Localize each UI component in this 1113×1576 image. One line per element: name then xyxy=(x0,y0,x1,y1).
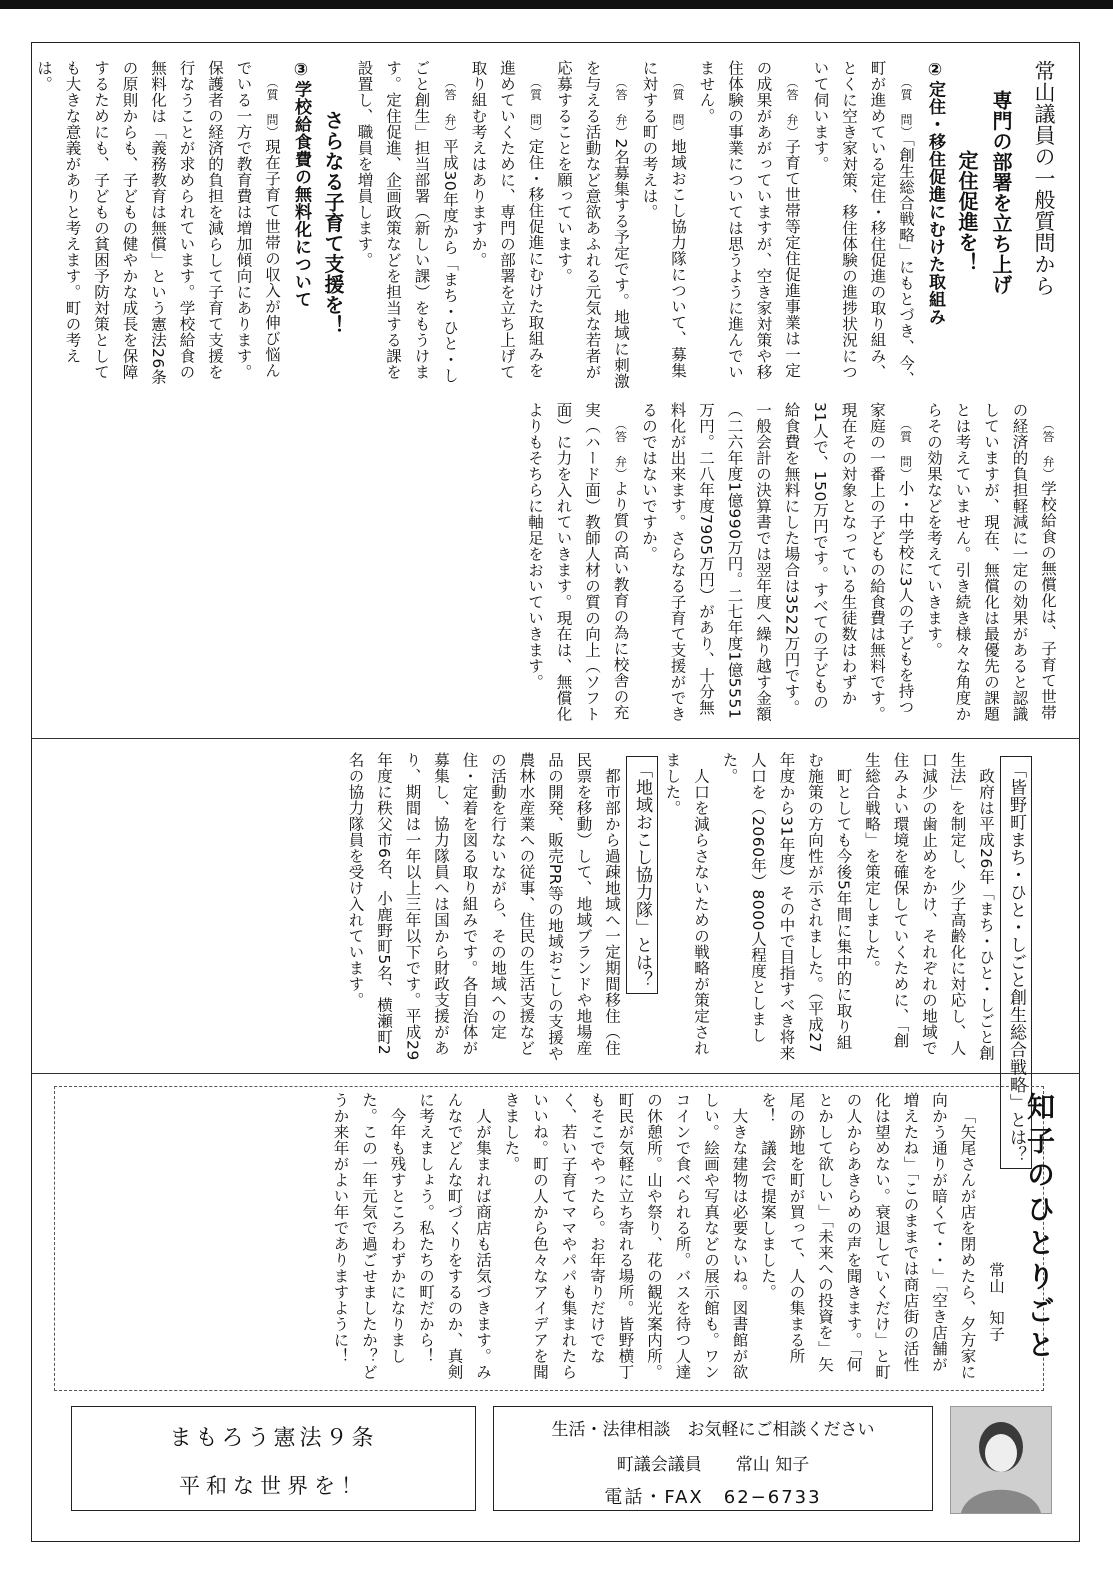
item2-heading: ②定住・移住促進にむけた取組み xyxy=(925,60,945,326)
question-5: 小・中学校に3人の子どもを持つ家庭の一番上の子どもの給食費は無料です。現在その対象となっている生徒数はわずか31人で、150万円です。すべての子どもの給食費を無料にした場合は3522万円です。一般会計の決算書では翌年度へ繰り越す金額（二六年度1億990万円。二七年度1億5551万円。二八年度7905万円）があり、十分無料化が出来ます。さらなる子育て支援ができるのではないですか。 xyxy=(640,402,915,722)
answer-3: 平成30年度から「まち・ひと・しごと創生」担当部署（新しい課）をもうけます。定住促進、企画政策などを担当する課を設置し、職員を増員します。 xyxy=(355,60,459,383)
column-paragraph: 人が集まれば商店も活気づきます。みんなでどんな町づくりをするのか、真剣に考えましょう。私たちの町だから！ xyxy=(417,1092,492,1380)
box-title-sousei: 「皆野町まち・ひと・しごと創生総合戦略」とは？ xyxy=(1000,756,1032,1169)
question-tag: （質 問） xyxy=(265,75,279,138)
column-author: 常山 知子 xyxy=(987,1262,1005,1342)
section1-left xyxy=(52,402,1062,724)
consultation-phone: 電話・FAX 62−6733 xyxy=(604,1487,822,1508)
sousei-paragraph-2: 町としても今後5年間に集中的に取り組む施策の方向性が示されました。（平成27年度から31年度）その中で目指すべき将来人口を（2060年）8000人程度としました。 xyxy=(720,752,853,1061)
answer-5: より質の高い教育の為に校舎の充実（ハード面）教師人材の質の向上（ソフト面）に力を入れていきます。現在は、無償化よりもそちらに軸足をおいていきます。 xyxy=(526,402,630,722)
consultation-line2: 町議会議員 常山 知子 xyxy=(616,1455,810,1475)
answer-tag: （答 弁） xyxy=(785,75,799,138)
box-title-kyoryokutai: 「地域おこし協力隊」とは？ xyxy=(626,756,658,994)
article-title-1: 専門の部署を立ち上げ xyxy=(989,90,1013,295)
constitution-line2: 平和な世界を！ xyxy=(179,1474,368,1498)
article-title-2: 定住促進を！ xyxy=(955,150,979,273)
section2 xyxy=(92,752,1032,1164)
question-tag: （質 問） xyxy=(899,75,913,138)
article-title-3: さらなる子育て支援を！ xyxy=(321,110,345,336)
answer-tag: （答 弁） xyxy=(443,75,457,138)
answer-4: 学校給食の無償化は、子育て世帯の経済的負担軽減に一定の効果があると認識していますが、現在、無償化は最優先の課題とは考えていません。引き続き様々な角度からその効果などを考えていきます。 xyxy=(925,402,1057,722)
consultation-box xyxy=(493,1406,933,1511)
answer-2: 2名募集する予定です。地域に刺激を与える活動など意欲あふれる元気な若者が応募することを願っています。 xyxy=(555,60,630,389)
constitution-box xyxy=(71,1406,476,1511)
question-4: 現在子育て世帯の収入が伸び悩んでいる一方で教育費は増加傾向にあります。保護者の経済的負担を減らして子育て支援を行なうことが求められています。学校給食の無料化は「義務教育は無償」という憲法26条の原則からも、子どもの健やかな成長を保障するためにも、子どもの貧困予防対策としても大きな意義がありと考えます。町の考えは。 xyxy=(35,60,281,385)
column-title: 知子のひとりごと xyxy=(1023,1092,1056,1364)
section1-right xyxy=(35,60,1062,390)
question-tag: （質 問） xyxy=(671,75,685,138)
question-2: 地域おこし協力隊について、募集に対する町の考えは。 xyxy=(640,60,687,378)
question-tag: （質 問） xyxy=(898,417,913,480)
divider-2 xyxy=(31,1073,1080,1074)
answer-tag: （答 弁） xyxy=(613,417,628,480)
answer-tag: （答 弁） xyxy=(614,75,628,138)
answer-tag: （答 弁） xyxy=(1041,417,1055,480)
consultation-line1: 生活・法律相談 お気軽にご相談ください xyxy=(551,1420,875,1440)
column-paragraph: 大きな建物は必要ないね。図書館が欲しい。絵画や写真などの展示館も。ワンコインで食べられる所。バスを待つ人達の休憩所。山や祭り、花の観光案内所。町民が気軽に立ち寄れる場所。皆野横丁もそこでやったら。お年寄りだけでなく、若い子育てママやパパも集まれたらいいね。町の人から色々なアイデアを聞きました。 xyxy=(502,1092,749,1380)
question-1: 「創生総合戦略」にもとづき、今、町が進めている定住・移住促進の取り組み、とくに空き家対策、移住体験の進捗状況について伺います。 xyxy=(811,60,915,387)
constitution-line1: まもろう憲法９条 xyxy=(169,1426,378,1451)
councilor-portrait xyxy=(950,1406,1052,1514)
question-tag: （質 問） xyxy=(528,75,543,138)
kyoryokutai-paragraph: 都市部から過疎地域へ一定期間移住（住民票を移動）して、地域ブランドや地場産品の開発、販売PR等の地域おこしの支援や農林水産業への従事、住民の生活支援などの活動を行ないながら、その地域への定住・定着を図る取り組みです。各自治体が募集し、協力隊員へは国から財政支援があり、期間は一年以上三年以下です。平成29年度に秩父市6名、小鹿野町5名、横瀬町2名の協力隊員を受け入れています。 xyxy=(346,752,621,1062)
portrait-image xyxy=(951,1407,1051,1513)
sousei-paragraph-3: 人口を減らさないための戦略が策定されました。 xyxy=(663,752,710,1056)
divider-1 xyxy=(31,738,1080,739)
section-heading: 常山議員の一般質問から xyxy=(1032,60,1056,297)
column-paragraph: 今年も残すところわずかになりました。この一年元気で過ごせましたか？どうか来年がよい年でありますように！ xyxy=(331,1092,407,1380)
sousei-paragraph-1: 政府は平成26年「まち・ひと・しごと創生法」を制定し、少子高齢化に対応し、人口減少の歯止めをかけ、それぞれの地域で住みよい環境を確保していくために、「創生総合戦略」を策定しました。 xyxy=(863,752,995,1061)
question-3: 定住・移住促進にむけた取組みを進めていくために、専門の部署を立ち上げて取り組む考えはありますか。 xyxy=(469,60,545,380)
item3-heading: ③学校給食費の無料化について xyxy=(291,60,311,308)
column-paragraph: 「矢尾さんが店を閉めたら、夕方家に向かう通りが暗くて・・」「空き店舗が増えたね」「このままでは商店街の活性化は望めない。衰退していくだけ」と町の人からあきらめの声を聞きます。「何とかして欲しい」「未来への投資を」矢尾の跡地を町が買って、人の集まる所を！ 議会で提案しました。 xyxy=(759,1092,977,1380)
answer-1: 子育て世帯等定住促進事業は一定の成果があがっていますが、空き家対策や移住体験の事業については思うように進んでいません。 xyxy=(697,60,801,380)
top-rule xyxy=(0,0,1113,9)
section3 xyxy=(66,1092,1060,1386)
